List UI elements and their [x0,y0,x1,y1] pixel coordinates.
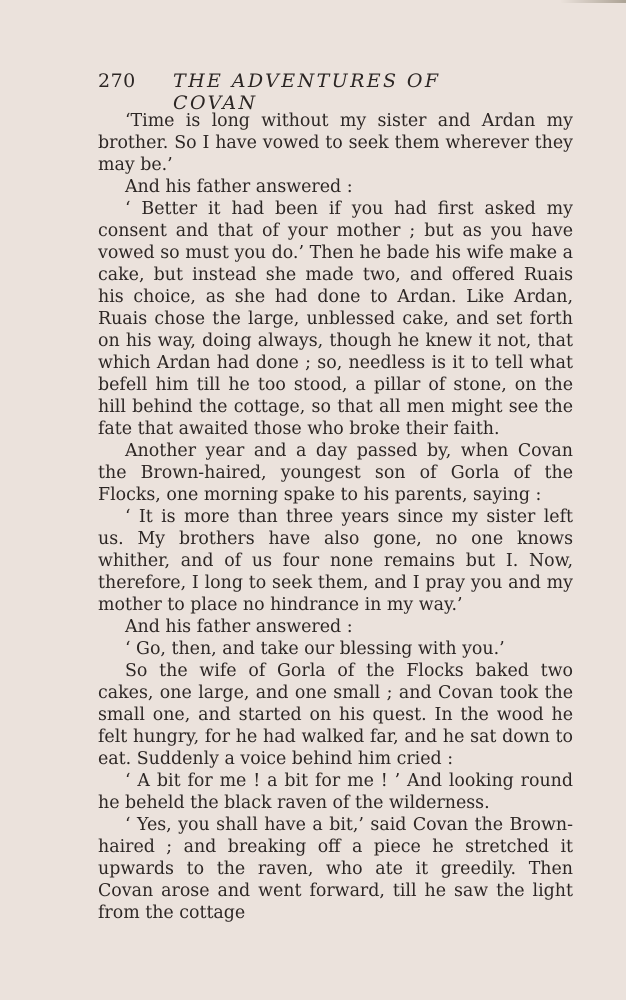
paragraph: ‘ A bit for me ! a bit for me ! ’ And looking round he beheld the black raven of the wilderness. [98,771,573,813]
paragraph: ‘ It is more than three years since my sister left us. My brothers have also gone, no one knows whither, and of us four none remains but I. Now, therefore, I long to seek them, and I pray you and my mother to place no hindrance in my way.’ [98,507,573,615]
running-header [98,70,498,114]
paragraph: ‘Time is long without my sister and Ardan my brother. So I have vowed to seek them wherever they may be.’ [98,111,573,175]
page-top-edge-shadow [560,0,626,3]
paragraph: Another year and a day passed by, when Covan the Brown-haired, youngest son of Gorla of the Flocks, one morning spake to his parents, saying : [98,441,573,505]
body-text [98,110,573,924]
paragraph: ‘ Yes, you shall have a bit,’ said Covan the Brown-haired ; and breaking off a piece he stretched it upwards to the raven, who ate it greedily. Then Covan arose and went forward, till he saw the light from the cottage [98,815,573,923]
running-title: THE ADVENTURES OF COVAN [173,70,441,114]
page-number: 270 [98,70,136,92]
paragraph: And his father answered : [125,177,353,197]
paragraph: So the wife of Gorla of the Flocks baked two cakes, one large, and one small ; and Covan took the small one, and started on his quest. In the wood he felt hungry, for he had walked far, and he sat down to eat. Suddenly a voice behind him cried : [98,661,573,769]
paragraph: And his father answered : [125,617,353,637]
paragraph: ‘ Better it had been if you had first asked my consent and that of your mother ; but as you have vowed so must you do.’ Then he bade his wife make a cake, but instead she made two, and offered Ruais his choice, as she had done to Ardan. Like Ardan, Ruais chose the large, unblessed cake, and set forth on his way, doing always, though he knew it not, that which Ardan had done ; so, needless is it to tell what befell him till he too stood, a pillar of stone, on the hill behind the cottage, so that all men might see the fate that awaited those who broke their faith. [98,199,573,439]
paragraph: ‘ Go, then, and take our blessing with you.’ [125,639,505,659]
